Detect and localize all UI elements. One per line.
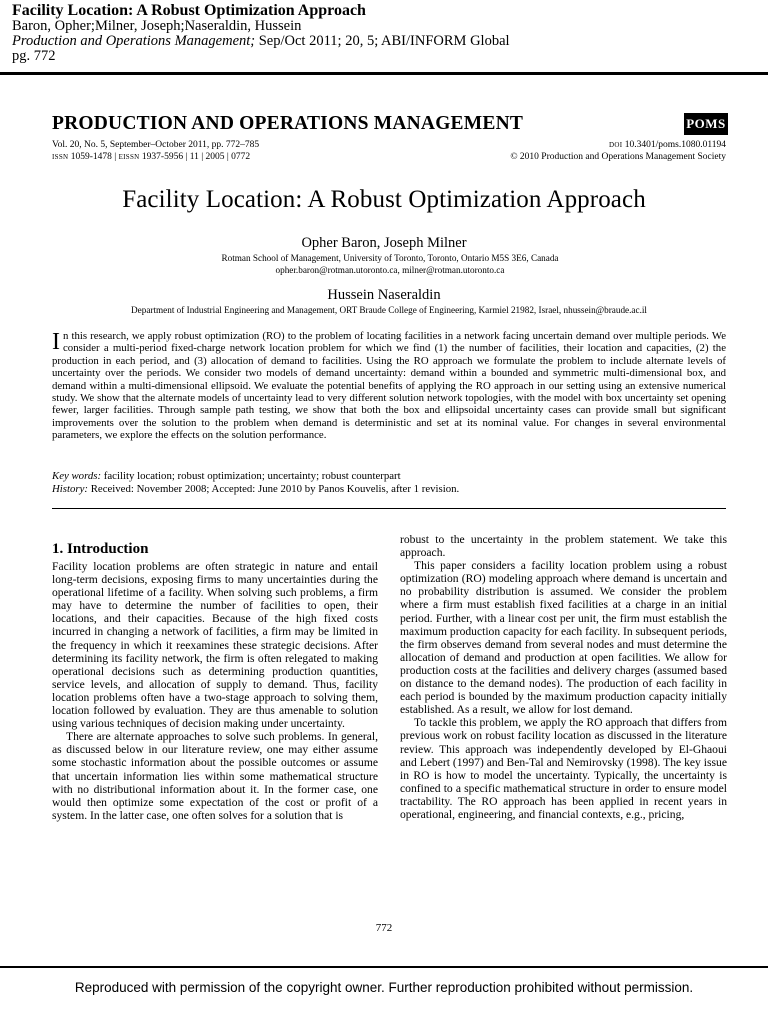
top-divider: [0, 72, 768, 75]
proquest-citation-header: [12, 2, 712, 64]
issn-info: ISSN 1059-1478 | EISSN 1937-5956 | 11 | 2005 | 0772: [52, 152, 251, 162]
volume-info: Vol. 20, No. 5, September–October 2011, pp. 772–785: [52, 140, 260, 150]
paragraph: This paper considers a facility location problem using a robust optimization (RO) modeling approach where demand is uncertain and no probability distribution is assumed. We consider the problem where a firm must establish fixed facilities at a charge in an initial period. Further, with a linear cost per unit, the firm must establish the maximum production capacity for each facility. In subsequent periods, the firm observes demand from several nodes and must determine the allocation of demand and production at open facilities. We allow for production costs at the facilities and delivery charges (assumed based on distance to the demand nodes). The production of each facility in each period is bounded by the maximum production capacity initially established. As a result, we allow for lost demand.: [400, 559, 727, 717]
page-number: 772: [375, 922, 393, 934]
history: History: Received: November 2008; Accepted: June 2010 by Panos Kouvelis, after 1 revision.: [52, 482, 460, 495]
abstract-text: n this research, we apply robust optimization (RO) to the problem of locating facilities in a network facing uncertain demand over multiple periods. We consider a multi-period fixed-charge network location problem for which we find (1) the number of facilities, their location and capacities, (2) the production in each period, and (3) allocation of demand to facilities. Using the RO approach we formulate the problem to include alternate levels of uncertainty over the periods. We consider two models of demand uncertainty: demand within a bounded and symmetric multi-dimensional box, and demand within a multi-dimensional ellipsoid. We evaluate the potential benefits of applying the RO approach in our setting using an extensive numerical study. We show that the alternate models of uncertainty lead to very different solution network topologies, with the model with box uncertainty set opening fewer, larger facilities. Through sample path testing, we show that both the box and ellipsoidal uncertainty cases can provide small but significant improvements over the solution to the problem when demand is deterministic and set at its nominal value. For changes in several environmental parameters, we explore the effects on the solution performance.: [52, 330, 726, 442]
keywords-history: [52, 470, 726, 495]
affiliation-primary: [0, 252, 768, 276]
author-names-primary: Opher Baron, Joseph Milner: [301, 235, 467, 251]
poms-logo: POMS: [684, 113, 728, 135]
paragraph: To tackle this problem, we apply the RO approach that differs from previous work on robust facility location as discussed in the literature review. This approach was independently developed by El-Ghaoui and Lebert (1997) and Ben-Tal and Nemirovsky (1998). The key issue in RO is how to model the uncertainty. Typically, the uncertainty is confined to a specific mathematical structure in order to ensure model tractability. The RO approach has been applied in recent years in operational, engineering, and financial contexts, e.g., pricing,: [400, 716, 727, 821]
affiliation-text: Rotman School of Management, University of Toronto, Toronto, Ontario M5S 3E6, Canada: [221, 253, 559, 263]
citation-source: [12, 34, 712, 49]
abstract-divider: [52, 508, 726, 509]
paper-title: Facility Location: A Robust Optimization Approach: [122, 186, 646, 213]
citation-title: Facility Location: A Robust Optimization Approach: [12, 2, 366, 19]
affiliation-secondary: Department of Industrial Engineering and Management, ORT Braude College of Engineering, Karmiel 21982, Israel, nhussein@braude.ac.il: [131, 305, 647, 315]
column-right: [400, 533, 727, 821]
bottom-divider: [0, 966, 768, 968]
column-left: [52, 540, 378, 822]
author-emails: opher.baron@rotman.utoronto.ca, milner@rotman.utoronto.ca: [275, 265, 505, 275]
citation-issue: Sep/Oct 2011; 20, 5; ABI/INFORM Global: [255, 33, 510, 49]
abstract: [52, 330, 726, 442]
journal-meta-right: [510, 139, 726, 163]
abstract-dropcap: I: [52, 329, 60, 355]
citation-journal: Production and Operations Management;: [12, 33, 256, 49]
citation-pages: pg. 772: [12, 48, 56, 64]
journal-meta-left: [52, 139, 259, 163]
paragraph: There are alternate approaches to solve such problems. In general, as discussed below in our literature review, one may either assume some stochastic information about the possible outcomes or assume that uncertain information lies within some mathematical structure with no distributional information about it. In the former case, one would then optimize some expectation of the cost or profit of a system. In the latter case, one often solves for a solution that is: [52, 730, 378, 822]
doi-info: DOI 10.3401/poms.1080.01194: [609, 140, 726, 150]
section-heading: 1. Introduction: [52, 541, 149, 557]
author-name-secondary: Hussein Naseraldin: [327, 287, 441, 303]
copyright-footer: Reproduced with permission of the copyright owner. Further reproduction prohibited without permission.: [74, 980, 694, 995]
keywords: Key words: facility location; robust optimization; uncertainty; robust counterpart: [52, 470, 401, 482]
paragraph: robust to the uncertainty in the problem statement. We take this approach.: [400, 533, 727, 560]
citation-authors: Baron, Opher;Milner, Joseph;Naseraldin, Hussein: [12, 18, 302, 34]
copyright-info: © 2010 Production and Operations Management Society: [510, 152, 726, 162]
journal-name: PRODUCTION AND OPERATIONS MANAGEMENT: [52, 113, 524, 134]
paragraph: Facility location problems are often strategic in nature and entail long-term decisions, exposing firms to many uncertainties during the operational lifetime of a facility. When solving such problems, a firm may have to determine the number of facilities to open, their locations, and their capacities. Because of the high fixed costs incurred in changing a network of facilities, a firm may be limited in the frequency in which it reexamines these strategic decisions. After determining its facility network, the firm is often relegated to making operational decisions such as determining production quantities, service levels, and allocation of supply to demand. Thus, facility location problems often have a two-stage approach to solving them, location followed by evaluation. They are thus amenable to solution using various techniques of decision making under uncertainty.: [52, 560, 378, 731]
